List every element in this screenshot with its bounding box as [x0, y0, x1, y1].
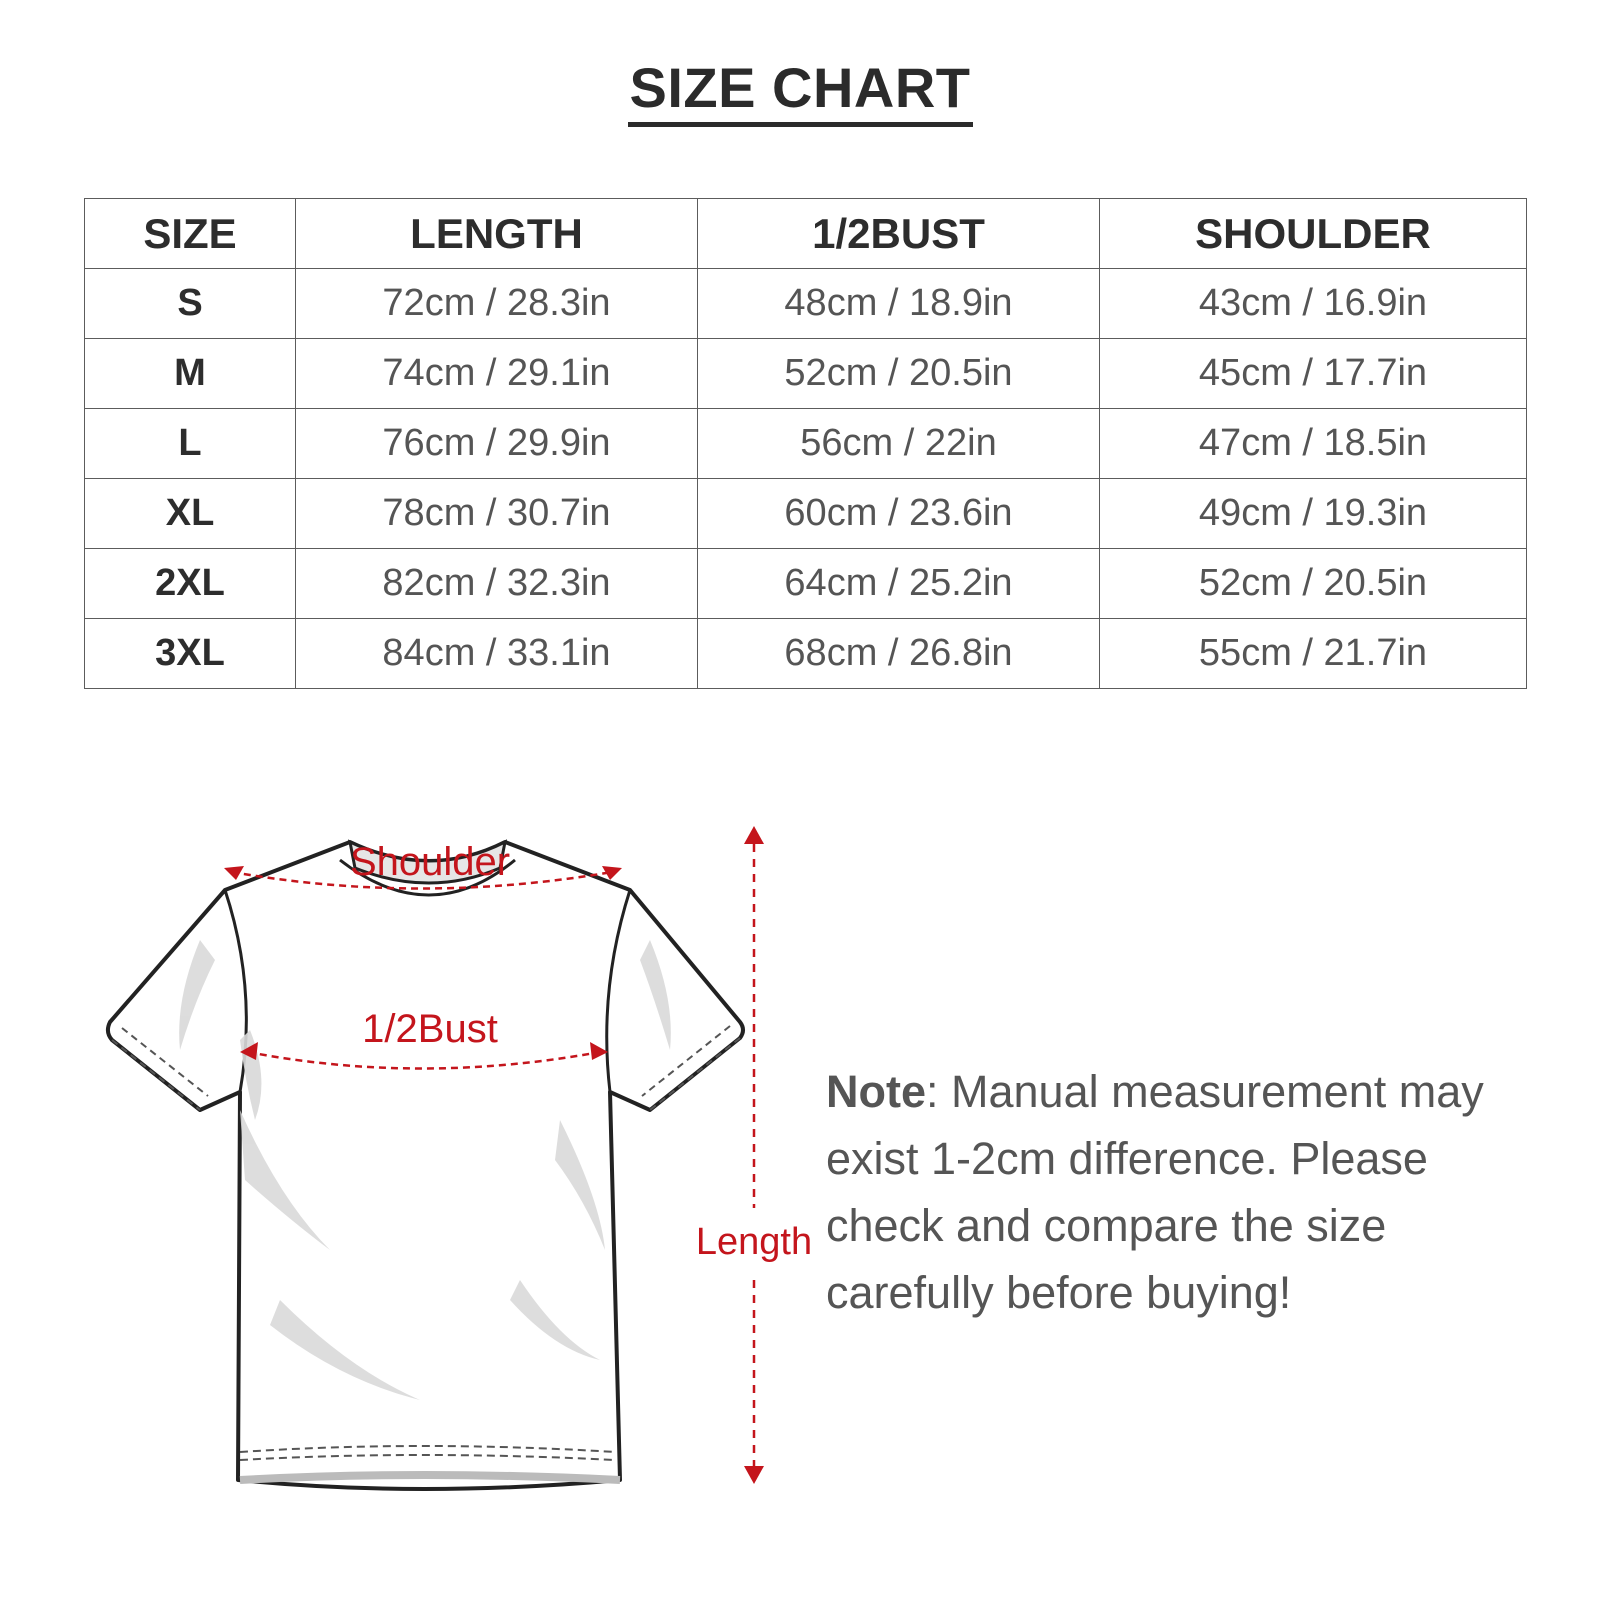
column-header-length: LENGTH — [296, 199, 698, 269]
length-label: Length — [695, 1221, 813, 1263]
shoulder-cell: 55cm / 21.7in — [1100, 619, 1527, 689]
length-cell: 78cm / 30.7in — [296, 479, 698, 549]
table-row — [85, 339, 1527, 409]
tshirt-diagram — [0, 780, 900, 1540]
bust-cell: 60cm / 23.6in — [698, 479, 1100, 549]
size-cell: S — [85, 269, 296, 339]
shoulder-label: Shoulder — [349, 840, 511, 884]
size-cell: M — [85, 339, 296, 409]
column-header-size: SIZE — [85, 199, 296, 269]
shoulder-cell: 49cm / 19.3in — [1100, 479, 1527, 549]
table-body — [85, 269, 1527, 689]
size-table — [84, 198, 1527, 689]
shoulder-cell: 43cm / 16.9in — [1100, 269, 1527, 339]
length-cell: 76cm / 29.9in — [296, 409, 698, 479]
table-row — [85, 409, 1527, 479]
size-cell: 3XL — [85, 619, 296, 689]
length-cell: 82cm / 32.3in — [296, 549, 698, 619]
note-body: : Manual measurement may exist 1-2cm difference. Please check and compare the size carefully before buying! — [826, 1066, 1484, 1318]
length-cell: 84cm / 33.1in — [296, 619, 698, 689]
arrow-left-icon — [224, 866, 244, 880]
bust-cell: 68cm / 26.8in — [698, 619, 1100, 689]
table-row — [85, 619, 1527, 689]
bust-cell: 48cm / 18.9in — [698, 269, 1100, 339]
length-cell: 72cm / 28.3in — [296, 269, 698, 339]
note-label: Note — [826, 1066, 926, 1117]
size-cell: 2XL — [85, 549, 296, 619]
table-row — [85, 549, 1527, 619]
column-header-bust: 1/2BUST — [698, 199, 1100, 269]
page-title-text: SIZE CHART — [628, 58, 973, 127]
shoulder-cell: 47cm / 18.5in — [1100, 409, 1527, 479]
bust-cell: 64cm / 25.2in — [698, 549, 1100, 619]
shoulder-cell: 52cm / 20.5in — [1100, 549, 1527, 619]
bust-label: 1/2Bust — [362, 1007, 498, 1051]
length-cell: 74cm / 29.1in — [296, 339, 698, 409]
note-text — [826, 1058, 1546, 1326]
table-row — [85, 479, 1527, 549]
size-cell: L — [85, 409, 296, 479]
column-header-shoulder: SHOULDER — [1100, 199, 1527, 269]
table-row — [85, 269, 1527, 339]
shoulder-cell: 45cm / 17.7in — [1100, 339, 1527, 409]
arrow-down-icon — [744, 1466, 764, 1484]
tshirt-icon — [108, 842, 743, 1489]
arrow-up-icon — [744, 826, 764, 844]
size-cell: XL — [85, 479, 296, 549]
page-title — [0, 58, 1600, 127]
length-measure — [696, 826, 812, 1484]
bust-cell: 56cm / 22in — [698, 409, 1100, 479]
bust-cell: 52cm / 20.5in — [698, 339, 1100, 409]
table-header-row — [85, 199, 1527, 269]
